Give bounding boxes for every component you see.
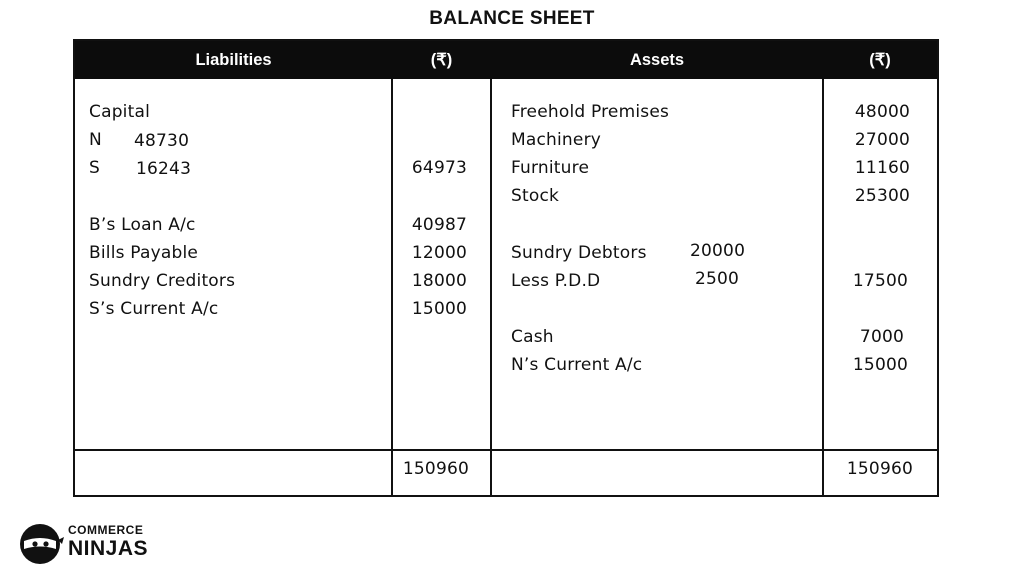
- asset-label: N’s Current A/c: [511, 355, 643, 375]
- commerce-ninjas-logo: [18, 520, 149, 566]
- header-assets: Assets: [629, 51, 685, 69]
- asset-label: Freehold Premises: [511, 102, 670, 122]
- partner-n-label: N: [89, 130, 102, 150]
- asset-amount: 25300: [854, 186, 910, 206]
- asset-label: Cash: [511, 327, 554, 347]
- pdd-value: 2500: [695, 269, 740, 289]
- sundry-debtors-label: Sundry Debtors: [511, 243, 647, 263]
- pdd-label: Less P.D.D: [511, 271, 601, 291]
- logo-line1: COMMERCE: [68, 523, 144, 537]
- total-divider-right: [492, 449, 937, 451]
- partner-s-label: S: [89, 158, 100, 178]
- asset-amount: 27000: [854, 130, 910, 150]
- net-debtors-amount: 17500: [852, 271, 908, 291]
- header-liabilities: Liabilities: [195, 51, 272, 69]
- page-title: BALANCE SHEET: [429, 8, 595, 29]
- asset-label: Machinery: [511, 130, 602, 150]
- balance-sheet-table: [73, 39, 939, 497]
- total-divider-left: [75, 449, 492, 451]
- liability-label: Sundry Creditors: [89, 271, 236, 291]
- liability-label: Bills Payable: [89, 243, 199, 263]
- capital-label: Capital: [89, 102, 151, 122]
- column-divider: [490, 79, 492, 495]
- header-liabilities-unit: (₹): [430, 51, 453, 69]
- assets-total: 150960: [846, 459, 913, 479]
- partner-s-value: 16243: [136, 159, 192, 179]
- column-divider: [822, 79, 824, 495]
- table-header: [75, 41, 937, 79]
- asset-amount: 15000: [852, 355, 908, 375]
- asset-label: Furniture: [511, 158, 590, 178]
- ninja-mask-icon: [18, 520, 64, 566]
- capital-total: 64973: [411, 158, 467, 178]
- liability-amount: 40987: [411, 215, 467, 235]
- liability-label: S’s Current A/c: [89, 299, 219, 319]
- asset-label: Stock: [511, 186, 560, 206]
- sundry-debtors-value: 20000: [690, 241, 746, 261]
- asset-amount: 48000: [854, 102, 910, 122]
- asset-amount: 11160: [854, 158, 910, 178]
- liability-amount: 12000: [411, 243, 467, 263]
- liability-amount: 18000: [411, 271, 467, 291]
- partner-n-value: 48730: [134, 131, 190, 151]
- liability-amount: 15000: [411, 299, 467, 319]
- liability-label: B’s Loan A/c: [89, 215, 196, 235]
- asset-amount: 7000: [859, 327, 904, 347]
- liabilities-total: 150960: [402, 459, 469, 479]
- header-assets-unit: (₹): [869, 51, 891, 69]
- logo-line2: NINJAS: [68, 537, 149, 560]
